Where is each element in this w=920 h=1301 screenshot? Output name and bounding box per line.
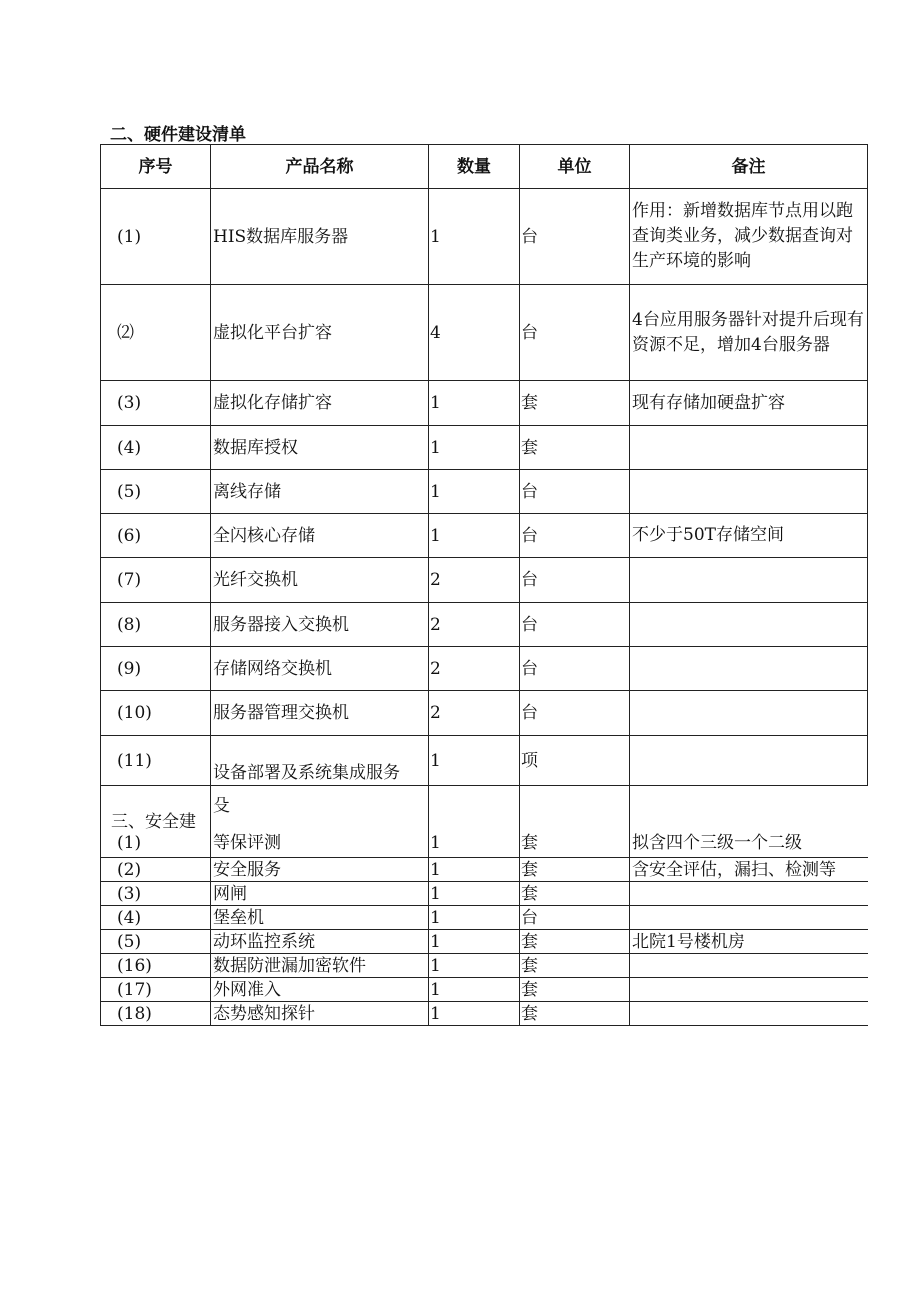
table-row [101,603,868,647]
row-note [630,736,868,786]
row-note [630,1002,868,1026]
security-section-name-cell [211,786,429,858]
table-row [101,647,868,691]
security-section-name-fragment: 殳 [213,796,230,816]
table-row [101,426,868,470]
table-row [101,858,868,882]
row-qty: 1 [429,882,520,906]
security-section-note-cell [630,786,868,858]
row-qty: 1 [429,189,520,285]
row-unit: 台 [520,647,630,691]
row-name: 虚拟化平台扩容 [211,285,429,381]
row-name: 服务器接入交换机 [211,603,429,647]
row-name: 态势感知探针 [211,1002,429,1026]
row-name: 光纤交换机 [211,558,429,603]
row-note: 拟含四个三级一个二级 [632,833,802,853]
row-seq: (8) [101,603,211,647]
row-seq: (4) [101,906,211,930]
row-qty: 2 [429,558,520,603]
table-row [101,882,868,906]
row-unit: 套 [520,381,630,426]
row-unit: 套 [520,1002,630,1026]
row-name: 虚拟化存储扩容 [211,381,429,426]
row-name: HIS数据库服务器 [211,189,429,285]
row-name: 设备部署及系统集成服务 [211,736,429,786]
row-qty: 1 [429,736,520,786]
row-seq: (9) [101,647,211,691]
row-unit: 台 [520,603,630,647]
row-note [630,426,868,470]
row-note [630,647,868,691]
row-qty: 2 [429,647,520,691]
row-unit: 套 [520,426,630,470]
row-note [630,882,868,906]
row-name: 堡垒机 [211,906,429,930]
table-row [101,514,868,558]
header-name: 产品名称 [211,145,429,189]
row-seq: (1) [117,833,142,853]
row-name: 数据库授权 [211,426,429,470]
row-name: 离线存储 [211,470,429,514]
row-name: 存储网络交换机 [211,647,429,691]
row-seq: (5) [101,930,211,954]
row-note [630,906,868,930]
row-qty: 4 [429,285,520,381]
row-qty: 2 [429,691,520,736]
row-qty: 1 [430,833,441,853]
row-qty: 1 [429,381,520,426]
security-section-row [101,786,868,858]
row-seq: (2) [101,858,211,882]
row-name: 安全服务 [211,858,429,882]
row-unit: 项 [520,736,630,786]
table-row [101,285,868,381]
security-section-qty-cell [429,786,520,858]
table-row [101,736,868,786]
row-unit: 台 [520,285,630,381]
row-note: 现有存储加硬盘扩容 [630,381,868,426]
security-section-label: 三、安全建 [111,812,196,832]
row-name: 服务器管理交换机 [211,691,429,736]
row-unit: 套 [520,930,630,954]
table-row [101,954,868,978]
row-qty: 1 [429,978,520,1002]
row-unit: 套 [520,858,630,882]
row-note [630,954,868,978]
header-qty: 数量 [429,145,520,189]
section-title: 二、硬件建设清单 [110,125,246,145]
row-qty: 1 [429,1002,520,1026]
row-note: 作用：新增数据库节点用以跑查询类业务，减少数据查询对生产环境的影响 [630,189,868,285]
security-section-unit-cell [520,786,630,858]
row-name: 数据防泄漏加密软件 [211,954,429,978]
row-qty: 1 [429,514,520,558]
row-note: 含安全评估，漏扫、检测等 [630,858,868,882]
row-qty: 2 [429,603,520,647]
row-seq: (6) [101,514,211,558]
row-note [630,558,868,603]
table-row [101,381,868,426]
row-qty: 1 [429,470,520,514]
row-unit: 台 [520,691,630,736]
row-unit: 套 [520,978,630,1002]
row-unit: 台 [520,558,630,603]
row-qty: 1 [429,906,520,930]
security-section-seq-cell [101,786,211,858]
row-seq: ⑵ [101,285,211,381]
row-qty: 1 [429,954,520,978]
header-unit: 单位 [520,145,630,189]
row-seq: (1) [101,189,211,285]
row-unit: 套 [520,954,630,978]
table-header-row [101,145,868,189]
row-note [630,470,868,514]
row-seq: (3) [101,882,211,906]
row-unit: 台 [520,470,630,514]
hardware-table [100,144,868,1026]
table-row [101,978,868,1002]
table-row [101,189,868,285]
table-row [101,906,868,930]
row-seq: (3) [101,381,211,426]
row-seq: (17) [101,978,211,1002]
table-row [101,691,868,736]
row-seq: (10) [101,691,211,736]
row-name: 网闸 [211,882,429,906]
table-row [101,470,868,514]
table-row [101,558,868,603]
row-unit: 台 [520,514,630,558]
row-seq: (18) [101,1002,211,1026]
row-note [630,978,868,1002]
table-row [101,930,868,954]
row-unit: 套 [520,882,630,906]
row-seq: (4) [101,426,211,470]
row-seq: (11) [101,736,211,786]
row-note [630,691,868,736]
row-qty: 1 [429,858,520,882]
row-note [630,603,868,647]
row-qty: 1 [429,426,520,470]
row-name: 外网准入 [211,978,429,1002]
row-unit: 台 [520,906,630,930]
header-seq: 序号 [101,145,211,189]
row-name: 等保评测 [213,833,281,853]
row-note: 不少于50T存储空间 [630,514,868,558]
row-seq: (16) [101,954,211,978]
row-name: 动环监控系统 [211,930,429,954]
table-row [101,1002,868,1026]
row-seq: (5) [101,470,211,514]
row-unit: 套 [521,833,538,853]
row-unit: 台 [520,189,630,285]
row-seq: (7) [101,558,211,603]
row-note: 4台应用服务器针对提升后现有资源不足，增加4台服务器 [630,285,868,381]
row-note: 北院1号楼机房 [630,930,868,954]
row-qty: 1 [429,930,520,954]
header-note: 备注 [630,145,868,189]
row-name: 全闪核心存储 [211,514,429,558]
